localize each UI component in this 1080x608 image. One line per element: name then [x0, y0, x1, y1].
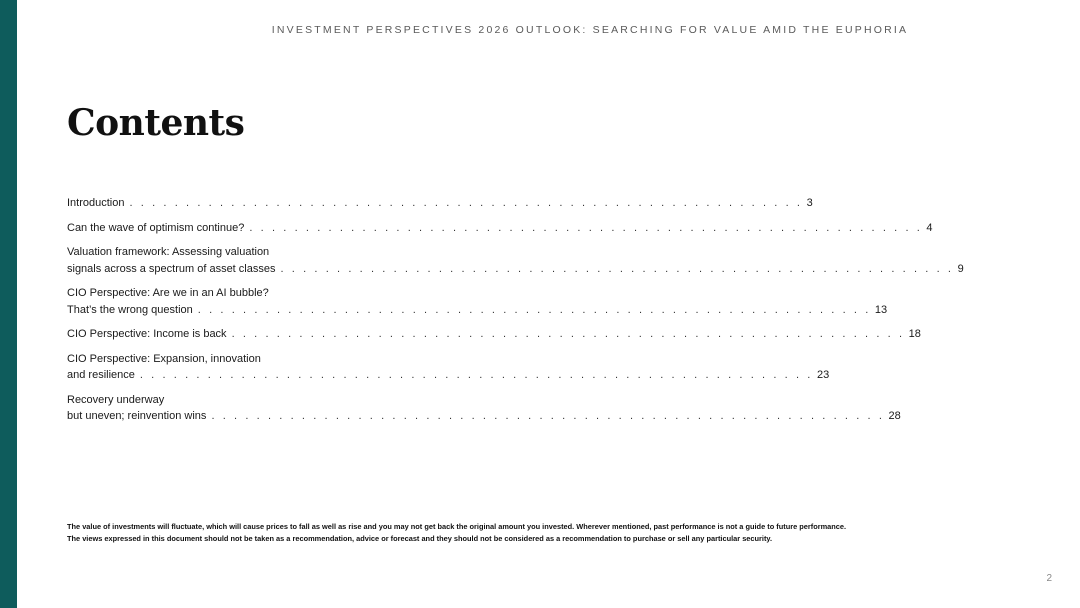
- toc-entry-title-line: CIO Perspective: Are we in an AI bubble?: [67, 287, 269, 299]
- accent-side-bar: [0, 0, 17, 608]
- toc-entry-title-line: CIO Perspective: Income is back: [67, 328, 227, 340]
- dot-leader: . . . . . . . . . . . . . . . . . . . . . . . . . . . . . . . . . . . . . . . . . . . . . . . . . . . . . . . . . . . .: [249, 221, 923, 234]
- toc-page-number: 13: [874, 303, 888, 316]
- dot-leader: . . . . . . . . . . . . . . . . . . . . . . . . . . . . . . . . . . . . . . . . . . . . . . . . . . . . . . . . . . . .: [139, 369, 813, 381]
- disclaimer-line-1: The value of investments will fluctuate, which will cause prices to fall as well as rise and you may not get back the original amount you invested. Wherever mentioned, past performance is not a guide to future performance.: [67, 522, 847, 531]
- toc-entry-title-line: Introduction: [67, 197, 125, 209]
- toc-entry[interactable]: [67, 351, 830, 384]
- disclaimer: [67, 521, 967, 544]
- toc-entry-title-line: Valuation framework: Assessing valuation: [67, 246, 270, 258]
- toc-page-number: 23: [816, 369, 830, 381]
- toc-entry[interactable]: [67, 326, 921, 343]
- toc-entry[interactable]: [67, 244, 964, 277]
- dot-leader: . . . . . . . . . . . . . . . . . . . . . . . . . . . . . . . . . . . . . . . . . . . . . . . . . . . . . . . . . . . .: [197, 303, 871, 316]
- toc-entry-title-line: and resilience: [67, 369, 135, 381]
- dot-leader: . . . . . . . . . . . . . . . . . . . . . . . . . . . . . . . . . . . . . . . . . . . . . . . . . . . . . . . . . . . .: [211, 410, 885, 422]
- toc-entry-title-line: That’s the wrong question: [67, 303, 193, 316]
- running-header: INVESTMENT PERSPECTIVES 2026 OUTLOOK: SEARCHING FOR VALUE AMID THE EUPHORIA: [271, 24, 909, 36]
- toc-page-number: 28: [888, 410, 901, 422]
- toc-page-number: 18: [908, 328, 921, 340]
- toc-entry-title-line: Recovery underway: [67, 393, 165, 406]
- toc-entry[interactable]: [67, 392, 901, 425]
- toc-entry-title-line: signals across a spectrum of asset classes: [67, 262, 276, 275]
- toc-entry[interactable]: [67, 195, 813, 212]
- disclaimer-line-2: The views expressed in this document should not be taken as a recommendation, advice or forecast and they should not be considered as a recommendation to purchase or sell any particular security.: [67, 533, 773, 543]
- toc-entry-title-line: but uneven; reinvention wins: [67, 410, 207, 422]
- toc-entry-title-line: CIO Perspective: Expansion, innovation: [67, 352, 261, 365]
- dot-leader: . . . . . . . . . . . . . . . . . . . . . . . . . . . . . . . . . . . . . . . . . . . . . . . . . . . . . . . . . . . .: [280, 262, 954, 275]
- toc-entry[interactable]: [67, 285, 888, 318]
- toc-page-number: 9: [957, 262, 964, 275]
- dot-leader: . . . . . . . . . . . . . . . . . . . . . . . . . . . . . . . . . . . . . . . . . . . . . . . . . . . . . . . . . . . .: [231, 328, 905, 340]
- toc-page-number: 4: [926, 221, 933, 234]
- table-of-contents: [67, 195, 964, 433]
- toc-entry-title-line: Can the wave of optimism continue?: [67, 221, 245, 234]
- toc-page-number: 3: [806, 197, 813, 209]
- page-number: 2: [1046, 573, 1052, 584]
- dot-leader: . . . . . . . . . . . . . . . . . . . . . . . . . . . . . . . . . . . . . . . . . . . . . . . . . . . . . . . . . . . .: [129, 197, 803, 209]
- page-title: Contents: [67, 102, 245, 144]
- toc-entry[interactable]: [67, 220, 933, 237]
